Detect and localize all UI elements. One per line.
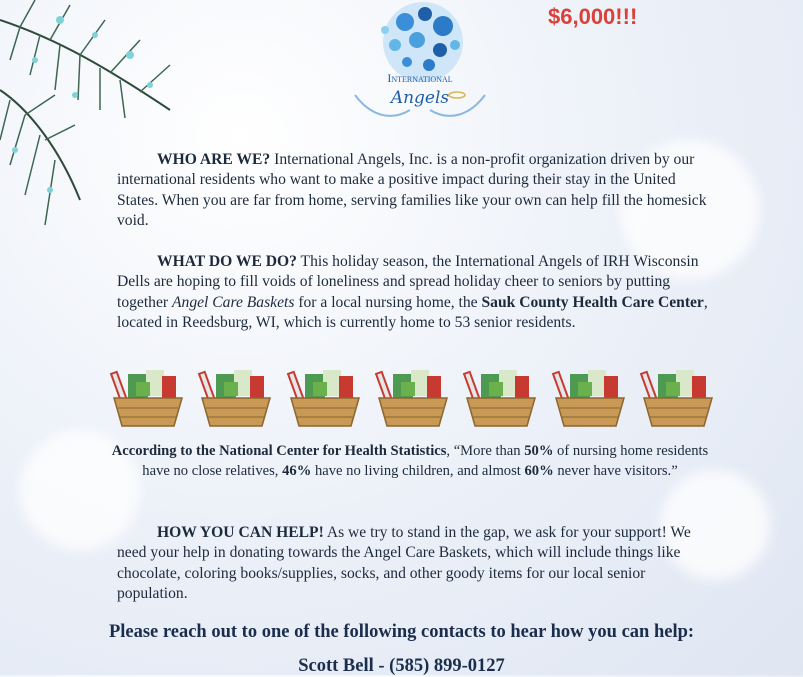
international-angels-logo (345, 0, 495, 130)
gift-basket-image (373, 360, 453, 432)
what-text-3: , located in Reedsburg, WI, which is currently home to 53 senior residents. (117, 293, 708, 332)
how-you-can-help-paragraph (117, 523, 709, 605)
who-text: International Angels, Inc. is a non-profit organization driven by our international residents who want to make a positive impact during their stay in the United States. When you are far from home, serving families like your own can help fill the homesick void. (117, 151, 707, 230)
stats-percent: 46% (282, 462, 312, 479)
contacts-heading: Please reach out to one of the following contacts to hear how you can help: (108, 622, 695, 642)
what-text-2: for a local nursing home, the (294, 293, 482, 311)
gift-basket-image (285, 360, 365, 432)
stats-text: , “More than (446, 443, 525, 459)
statistics-quote (110, 442, 710, 481)
fundraising-goal: $6,000!!! (548, 4, 638, 29)
what-text-1: This holiday season, the International Angels of IRH Wisconsin Dells are hoping to fill voids of loneliness and spread holiday cheer to seniors by putting together (117, 253, 699, 311)
help-text: As we try to stand in the gap, we ask for your support! We need your help in donating towards the Angel Care Baskets, which will include things like chocolate, coloring books/supplies, socks, and other goody items for our local senior population. (117, 524, 691, 603)
what-heading: WHAT DO WE DO? (157, 253, 297, 270)
stats-text: never have visitors.” (553, 462, 678, 479)
who-heading: WHO ARE WE? (157, 151, 271, 168)
gift-basket-image (461, 360, 541, 432)
who-are-we-paragraph (117, 150, 709, 232)
svg-text:International: International (387, 71, 453, 85)
angel-care-baskets-name: Angel Care Baskets (172, 293, 295, 311)
health-care-center-name: Sauk County Health Care Center (481, 293, 704, 311)
svg-text:Angels: Angels (390, 88, 450, 108)
contact-scott-bell: Scott Bell - (585) 899-0127 (298, 656, 505, 676)
stats-text: have no living children, and almost (311, 462, 525, 479)
stats-source: According to the National Center for Health Statistics (111, 443, 447, 459)
what-do-we-do-paragraph (117, 252, 709, 334)
gift-baskets-row (108, 360, 718, 432)
gift-basket-image (108, 360, 188, 432)
gift-basket-image (550, 360, 630, 432)
help-heading: HOW YOU CAN HELP! (157, 524, 324, 541)
gift-basket-image (638, 360, 718, 432)
stats-text: of nursing home residents have no close relatives, (142, 443, 709, 479)
stats-percent: 50% (524, 443, 554, 459)
stats-percent: 60% (524, 462, 554, 479)
gift-basket-image (196, 360, 276, 432)
